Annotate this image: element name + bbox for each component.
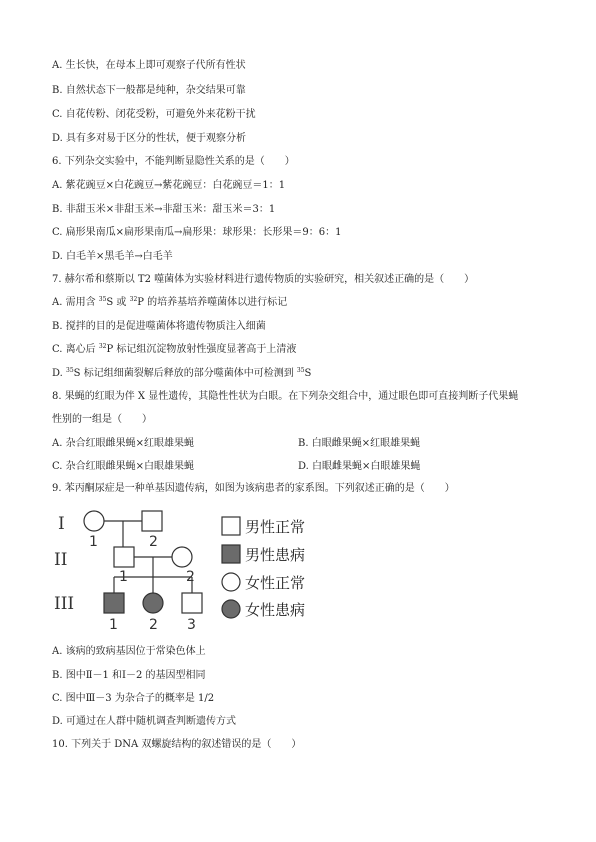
pedigree-number-III-3: 3 <box>187 617 196 633</box>
q9-option-d: D. 可通过在人群中随机调查判断遗传方式 <box>52 716 237 727</box>
q7-option-c: C. 离心后 $^{32}$P 标记组沉淀物放射性强度显著高于上清液 <box>52 343 297 355</box>
legend-normal-male-label: 男性正常 <box>245 518 306 536</box>
pedigree-number-III-2: 2 <box>149 617 158 633</box>
legend-affected-female-symbol <box>222 600 240 618</box>
q9-option-c: C. 图中Ⅲ－3 为杂合子的概率是 1/2 <box>52 693 215 704</box>
q5-option-a: A. 生长快，在母本上即可观察子代所有性状 <box>52 60 246 71</box>
q7-option-a: A. 需用含 $^{35}$S 或 $^{32}$P 的培养基培养噬菌体以进行标记 <box>52 296 288 308</box>
pedigree-III-3-normal-male <box>182 593 202 613</box>
generation-label-II: II <box>54 550 68 570</box>
q5-option-d: D. 具有多对易于区分的性状，便于观察分析 <box>52 133 247 144</box>
q7-option-d: D. $^{35}$S 标记组细菌裂解后释放的部分噬菌体中可检测到 $^{35}$S <box>52 367 312 379</box>
pedigree-I-1-normal-female <box>84 511 104 531</box>
pedigree-number-I-2: 2 <box>149 534 158 550</box>
q6-option-a: A. 紫花豌豆×白花豌豆→紫花豌豆：白花豌豆＝1：1 <box>52 180 286 191</box>
q8-option-c: C. 杂合红眼雌果蝇×白眼雄果蝇 <box>52 461 195 472</box>
q9-stem: 9. 苯丙酮尿症是一种单基因遗传病，如图为该病患者的家系图。下列叙述正确的是（ ） <box>52 483 455 494</box>
q7-stem: 7. 赫尔希和蔡斯以 T2 噬菌体为实验材料进行遗传物质的实验研究，相关叙述正确的是（ ） <box>52 274 475 285</box>
pedigree-III-1-affected-male <box>104 593 124 613</box>
legend-normal-female-label: 女性正常 <box>245 574 306 592</box>
q9-option-b: B. 图中Ⅱ－1 和Ⅰ－2 的基因型相同 <box>52 670 206 681</box>
q6-option-b: B. 非甜玉米×非甜玉米→非甜玉米：甜玉米＝3：1 <box>52 204 276 215</box>
generation-label-I: I <box>58 514 65 534</box>
legend-affected-male-label: 男性患病 <box>245 546 306 564</box>
q8-option-d: D. 白眼雌果蝇×白眼雄果蝇 <box>298 461 421 472</box>
q6-option-d: D. 白毛羊×黑毛羊→白毛羊 <box>52 251 173 262</box>
q5-option-c: C. 自花传粉、闭花受粉，可避免外来花粉干扰 <box>52 109 256 120</box>
pedigree-number-III-1: 1 <box>109 617 118 633</box>
q7-option-b: B. 搅拌的目的是促进噬菌体将遗传物质注入细菌 <box>52 321 266 332</box>
q5-option-b: B. 自然状态下一般都是纯种，杂交结果可靠 <box>52 85 246 96</box>
q8-option-b: B. 白眼雌果蝇×红眼雄果蝇 <box>298 438 421 449</box>
pedigree-legend <box>222 517 305 619</box>
q8-stem-line1: 8. 果蝇的红眼为伴 X 显性遗传，其隐性性状为白眼。在下列杂交组合中，通过眼色即可直接判断子代果蝇 <box>52 391 519 402</box>
q10-stem: 10. 下列关于 DNA 双螺旋结构的叙述错误的是（ ） <box>52 739 302 750</box>
legend-normal-male-symbol <box>222 517 240 535</box>
pedigree-II-2-normal-female <box>172 547 192 567</box>
legend-affected-female-label: 女性患病 <box>245 601 306 619</box>
generation-label-III: III <box>54 594 75 614</box>
q6-stem: 6. 下列杂交实验中，不能判断显隐性关系的是（ ） <box>52 156 295 167</box>
pedigree-number-II-2: 2 <box>186 569 195 585</box>
legend-affected-male-symbol <box>222 545 240 563</box>
pedigree-diagram <box>52 505 352 635</box>
q8-option-a: A. 杂合红眼雌果蝇×红眼雄果蝇 <box>52 438 194 449</box>
legend-normal-female-symbol <box>222 573 240 591</box>
pedigree-III-2-affected-female <box>143 593 163 613</box>
pedigree-II-1-normal-male <box>114 547 134 567</box>
q8-stem-line2: 性别的一组是（ ） <box>52 414 152 425</box>
pedigree-I-2-normal-male <box>142 511 162 531</box>
pedigree-number-II-1: 1 <box>119 569 128 585</box>
q9-option-a: A. 该病的致病基因位于常染色体上 <box>52 646 206 657</box>
q6-option-c: C. 扁形果南瓜×扁形果南瓜→扁形果：球形果：长形果＝9：6：1 <box>52 227 342 238</box>
pedigree-number-I-1: 1 <box>89 534 98 550</box>
